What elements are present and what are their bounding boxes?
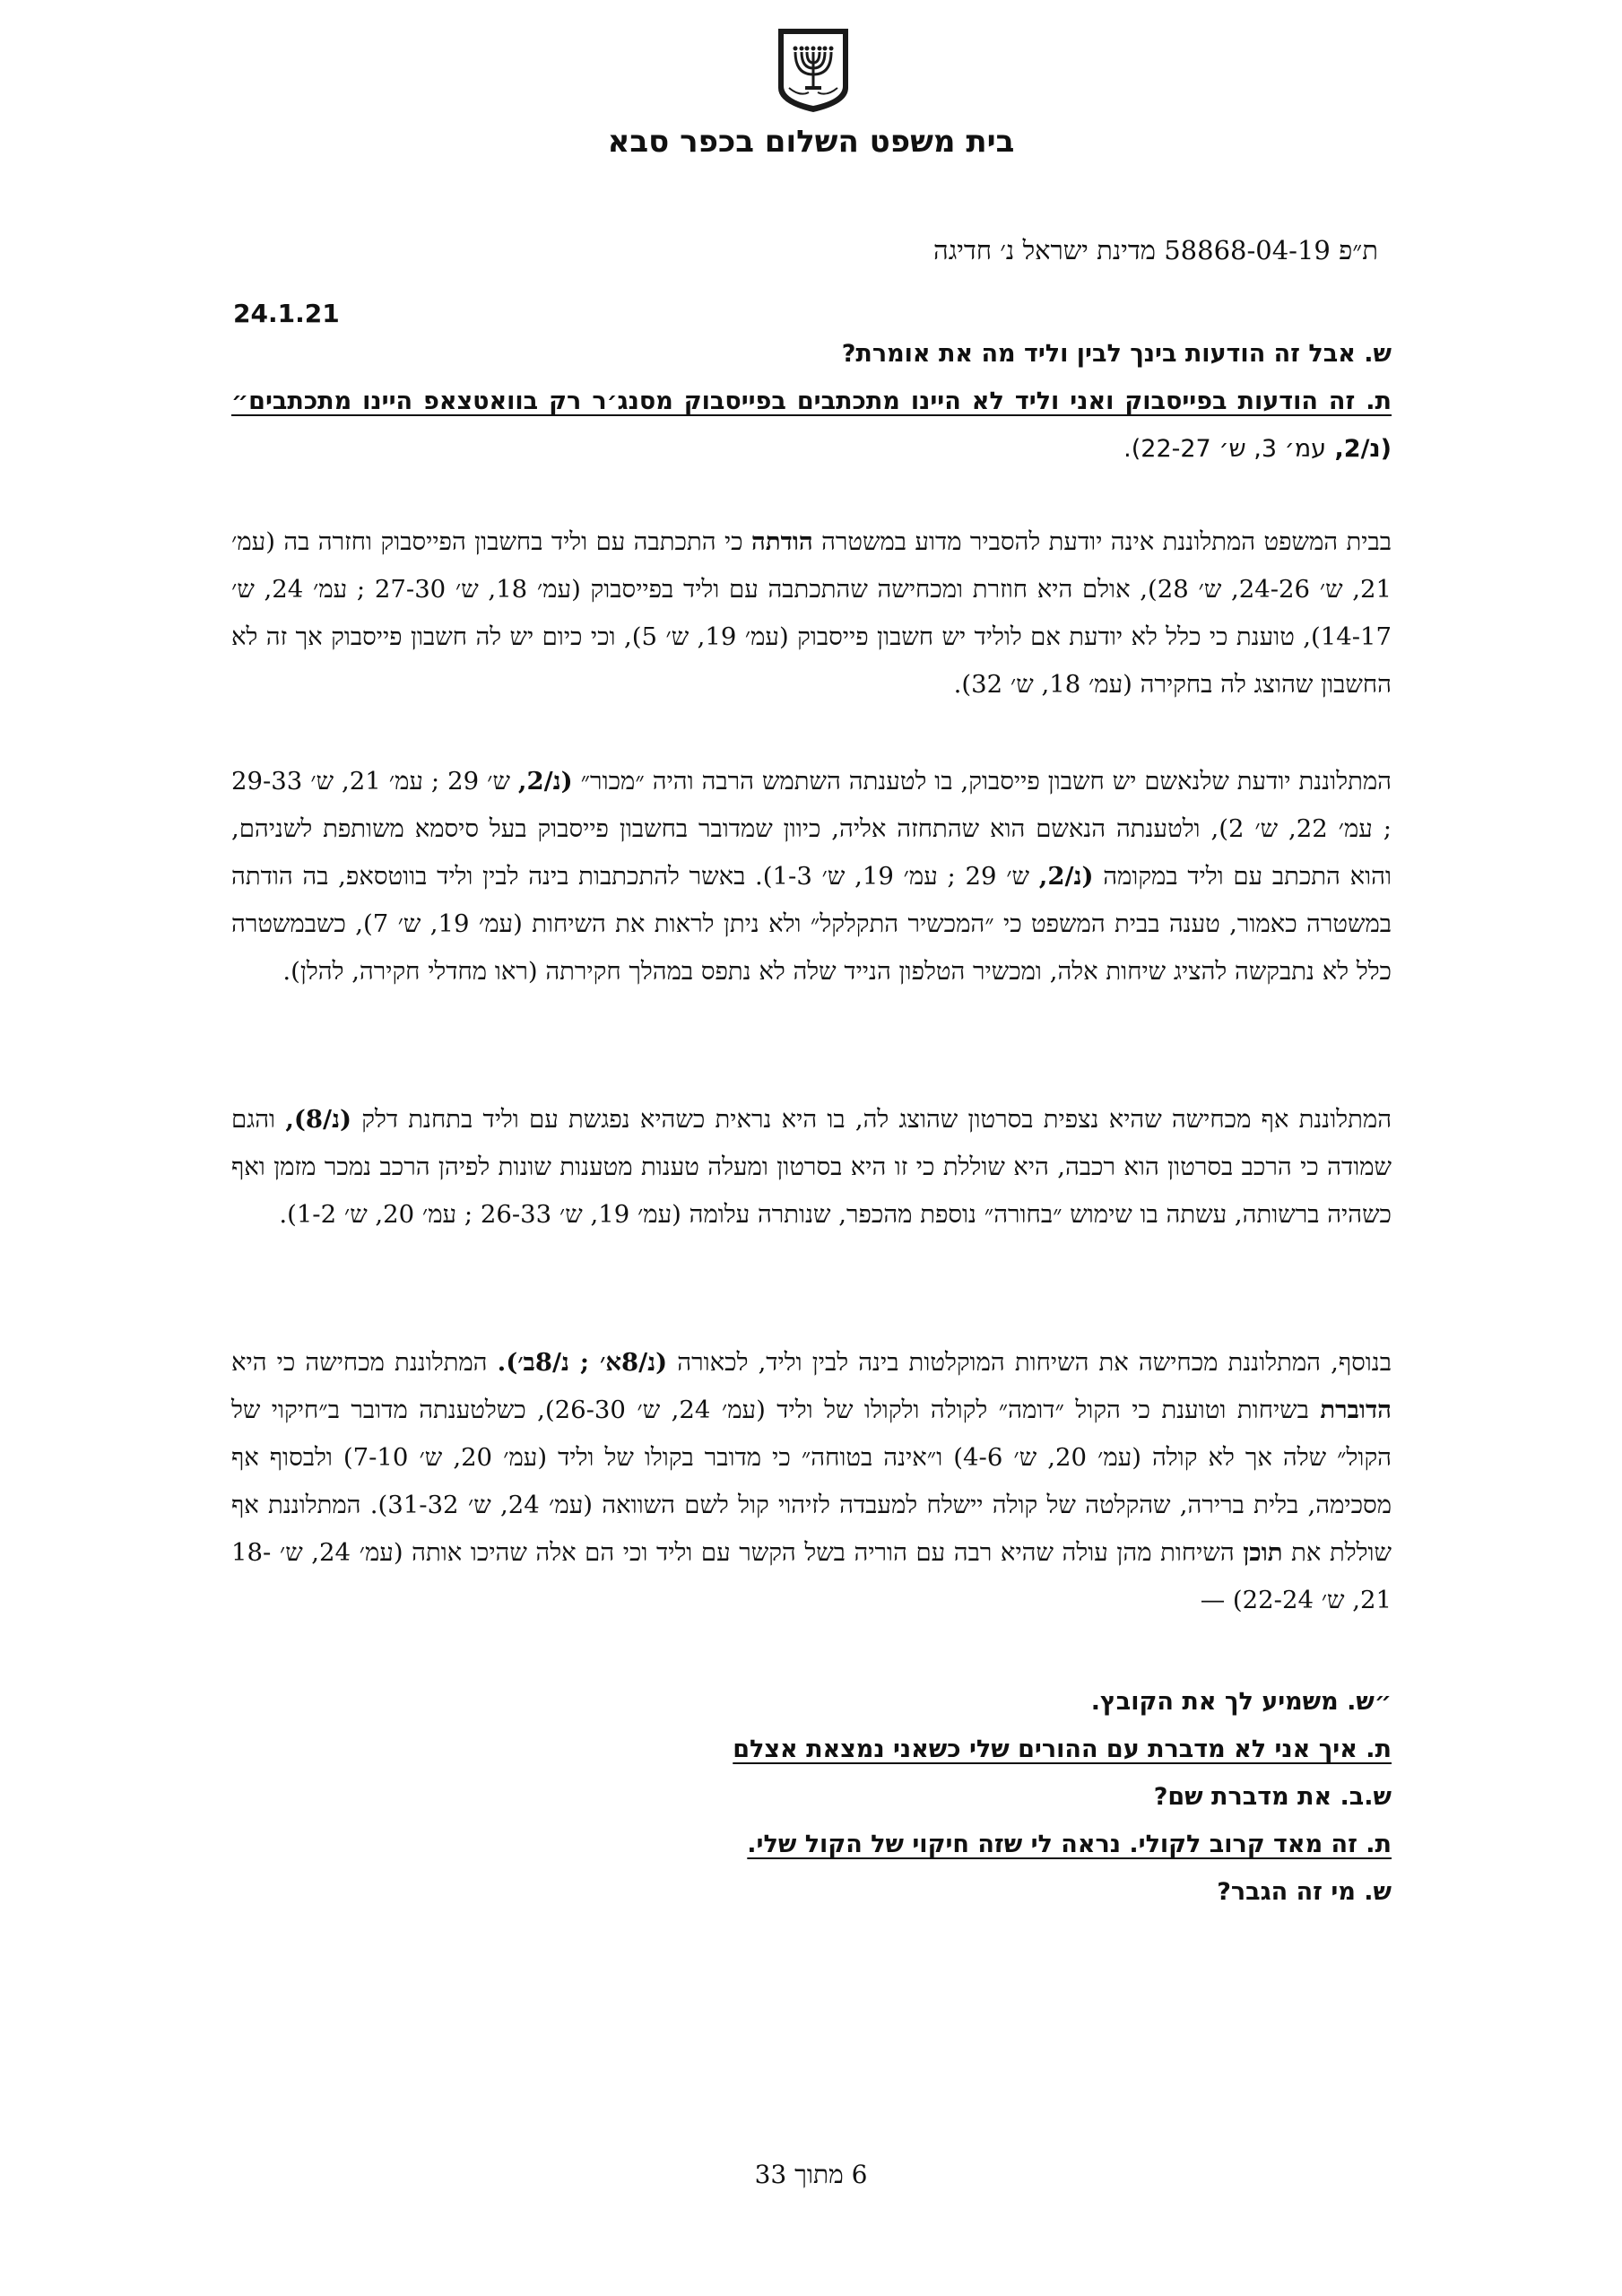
- paragraph-2-bold: (נ/2,: [517, 767, 573, 796]
- menorah-emblem-icon: [773, 25, 854, 115]
- quote2-line-2: ת. איך אני לא מדברת עם ההורים שלי כשאני נמצאת אצלם: [733, 1735, 1392, 1763]
- quote-date: 24.1.21: [233, 299, 340, 328]
- quote1-question: ש. אבל זה הודעות בינך לבין וליד מה את אומרת?: [841, 340, 1392, 368]
- paragraph-4-text: בנוסף, המתלוננת מכחישה את השיחות המוקלטות בינה לבין וליד, לכאורה: [677, 1348, 1392, 1377]
- quote1-answer-ref-bold: (נ/2,: [1334, 435, 1392, 463]
- quote2-line-4: ת. זה מאד קרוב לקולי. נראה לי שזה חיקוי של הקול שלי.: [747, 1831, 1392, 1858]
- paragraph-1: [231, 518, 1392, 709]
- paragraph-1-text-cont: כי התכתבה עם וליד בחשבון הפייסבוק וחזרה בה (עמ׳ 21, ש׳ 24-26, ש׳ 28), אולם היא חוזרת ומכחישה שהתכתבה עם וליד בפייסבוק (עמ׳ 18, ש׳ 27-30 ; עמ׳ 24, ש׳ 14-17), טוענת כי כלל לא יודעת אם לוליד יש חשבון פייסבוק (עמ׳ 19, ש׳ 5), וכי כיום יש לה חשבון פייסבוק אך זה לא החשבון שהוצג לה בחקירה (עמ׳ 18, ש׳ 32).: [231, 527, 1392, 699]
- paragraph-3-text-cont: והגם שמודה כי הרכב בסרטון הוא רכבה, היא שוללת כי זו היא בסרטון ומעלה טענות מטענות שונות לפיהן הרכב נמכר מזמן ואף כשהיה ברשותה, עשתה בו שימוש ״בחורה״ נוספת מהכפר, שנותרה עלומה (עמ׳ 19, ש׳ 26-33 ; עמ׳ 20, ש׳ 1-2).: [231, 1105, 1392, 1229]
- case-number-line: ת״פ 58868-04-19 מדינת ישראל נ׳ חדיגה: [933, 235, 1378, 265]
- quote1-block: [231, 330, 1392, 473]
- paragraph-4-bold-3: תוכן: [1243, 1538, 1283, 1567]
- paragraph-4-text-cont: המתלוננת מכחישה כי היא: [231, 1348, 488, 1377]
- paragraph-1-text: בבית המשפט המתלוננת אינה יודעת להסביר מדוע במשטרה: [821, 527, 1392, 556]
- quote1-answer: [231, 378, 1392, 473]
- paragraph-2-text: המתלוננת יודעת שלנאשם יש חשבון פייסבוק, בו לטענתה השתמש הרבה והיה ״מכור״: [580, 767, 1392, 796]
- paragraph-2: [231, 758, 1392, 996]
- quote2-line-5: ש. מי זה הגבר?: [1217, 1878, 1392, 1906]
- quote2-line-3: ש.ב. את מדברת שם?: [1153, 1783, 1392, 1811]
- paragraph-3: [231, 1096, 1392, 1239]
- paragraph-4-text-cont-2: בשיחות וטוענת כי הקול ״דומה״ לקולה ולקולו של וליד (עמ׳ 24, ש׳ 26-30), כשלטענתה מדובר ב״חיקוי של הקול״ שלה אך לא קולה (עמ׳ 20, ש׳ 4-6) ו״אינה בטוחה״ כי מדובר בקולו של וליד (עמ׳ 20, ש׳ 7-10) ולבסוף אף מסכימה, בלית ברירה, שהקלטה של קולה יישלח למעבדה לזיהוי קול לשם השוואה (עמ׳ 24, ש׳ 31-32). המתלוננת אף שוללת את: [231, 1396, 1392, 1567]
- paragraph-4-bold: (נ/8א׳ ; נ/8ב׳).: [497, 1348, 668, 1377]
- paragraph-2-text-end: ש׳ 29 ; עמ׳ 19, ש׳ 1-3). באשר להתכתבות בינה לבין וליד בווטסאפ, בה הודתה במשטרה כאמור, טענה בבית המשפט כי ״המכשיר התקלקל״ ולא ניתן לראות את השיחות (עמ׳ 19, ש׳ 7), כשבמשטרה כלל לא נתבקשה להציג שיחות אלה, ומכשיר הטלפון הנייד שלה לא נתפס במהלך חקירתה (ראו מחדלי חקירה, להלן).: [231, 862, 1392, 986]
- paragraph-4: [231, 1339, 1392, 1624]
- quote1-answer-ref: עמ׳ 3, ש׳ 22-27).: [1123, 435, 1327, 463]
- paragraph-4-text-end: השיחות מהן עולה שהיא רבה עם הוריה בשל הקשר עם וליד וכי הם אלה שהיכו אותה (עמ׳ 24, ש׳ 18-21, ש׳ 22-24) —: [231, 1538, 1392, 1614]
- paragraph-3-text: המתלוננת אף מכחישה שהיא נצפית בסרטון שהוצג לה, בו היא נראית כשהיא נפגשת עם וליד בתחנת דלק: [361, 1105, 1392, 1134]
- quote2-line-1: ״ש. משמיע לך את הקובץ.: [1090, 1688, 1392, 1716]
- page-indicator: 6 מתוך 33: [754, 2160, 868, 2189]
- paragraph-3-bold: (נ/8),: [285, 1105, 352, 1134]
- paragraph-1-bold: הודתה: [751, 527, 813, 556]
- quote1-answer-text: ת. זה הודעות בפייסבוק ואני וליד לא היינו מתכתבים בפייסבוק מסנג׳ר רק בוואטצאפ היינו מתכתבים״: [231, 387, 1392, 415]
- paragraph-2-bold-2: (נ/2,: [1038, 862, 1094, 891]
- paragraph-4-bold-2: הדוברת: [1320, 1396, 1392, 1424]
- court-name: בית משפט השלום בכפר סבא: [607, 124, 1015, 160]
- paragraph-2-text-cont: ש׳ 29 ; עמ׳ 21, ש׳ 29-33 ; עמ׳ 22, ש׳ 2), ולטענתה הנאשם הוא שהתחזה אליה, כיוון שמדובר בחשבון פייסבוק בעל סיסמא משותפת לשניהם, והוא התכתב עם וליד במקומה: [231, 767, 1392, 891]
